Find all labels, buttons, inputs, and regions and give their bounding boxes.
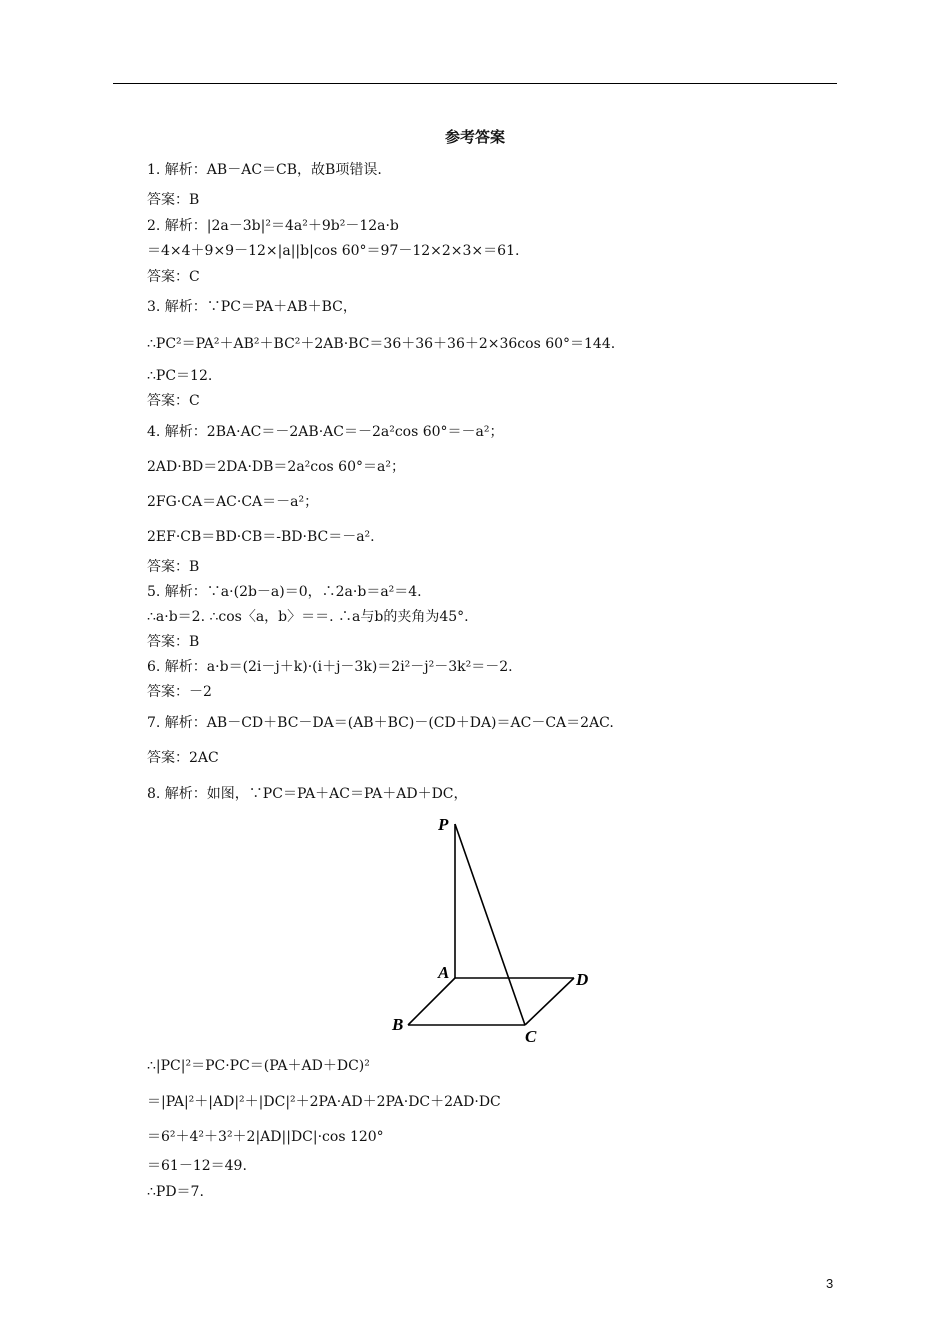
page-title: 参考答案 [444,128,505,146]
text-line: 7. 解析：AB－CD＋BC－DA＝(AB＋BC)－(CD＋DA)＝AC－CA＝2AC. [147,715,614,731]
label-D: D [576,970,589,989]
edge-DC [525,978,574,1025]
text-line: 3. 解析：∵PC＝PA＋AB＋BC， [147,299,357,315]
text-line: 2AD·BD＝2DA·DB＝2a²cos 60°＝a²； [147,459,405,475]
text-line: ＝61－12＝49. [147,1158,247,1174]
text-line: ＝|PA|²＋|AD|²＋|DC|²＋2PA·AD＋2PA·DC＋2AD·DC [147,1094,501,1110]
text-line: ∴PC²＝PA²＋AB²＋BC²＋2AB·BC＝36＋36＋36＋2×36cos 60°＝144. [147,336,616,352]
text-line: 2. 解析：|2a－3b|²＝4a²＋9b²－12a·b [147,218,399,234]
page-number: 3 [826,1276,834,1291]
text-line: 4. 解析：2BA·AC＝－2AB·AC＝－2a²cos 60°＝－a²； [147,424,504,440]
text-line: 答案：2AC [147,750,219,766]
label-A: A [438,963,450,982]
text-line: ∴PC＝12. [147,368,213,384]
text-line: ∴PD＝7. [147,1184,204,1200]
text-line: 答案：B [147,634,200,650]
label-P: P [438,815,449,834]
text-line: 8. 解析：如图，∵PC＝PA＋AC＝PA＋AD＋DC， [147,786,468,802]
text-line: ＝6²＋4²＋3²＋2|AD||DC|·cos 120° [147,1129,384,1145]
text-line: 5. 解析：∵a·(2b－a)＝0，∴2a·b＝a²＝4. [147,584,422,600]
text-line: ∴|PC|²＝PC·PC＝(PA＋AD＋DC)² [147,1058,370,1074]
edge-PC [455,824,525,1025]
label-C: C [525,1027,537,1046]
label-B: B [392,1015,404,1034]
text-line: 答案：C [147,269,200,285]
text-line: 答案：C [147,393,200,409]
text-line: 答案：－2 [147,684,212,700]
edge-AB [408,978,455,1025]
text-line: 1. 解析：AB－AC＝CB，故B项错误. [147,162,382,178]
text-line: 6. 解析：a·b＝(2i－j＋k)·(i＋j－3k)＝2i²－j²－3k²＝－2. [147,659,513,675]
text-line: 2EF·CB＝BD·CB＝-BD·BC＝－a². [147,529,375,545]
geometry-figure [386,812,616,1052]
text-line: 答案：B [147,559,200,575]
text-line: ∴a·b＝2. ∴cos〈a，b〉＝＝. ∴a与b的夹角为45°. [147,609,469,625]
header-rule [113,83,837,84]
text-line: 答案：B [147,192,200,208]
text-line: 2FG·CA＝AC·CA＝－a²； [147,494,319,510]
text-line: ＝4×4＋9×9－12×|a||b|cos 60°＝97－12×2×3×＝61. [147,243,520,259]
